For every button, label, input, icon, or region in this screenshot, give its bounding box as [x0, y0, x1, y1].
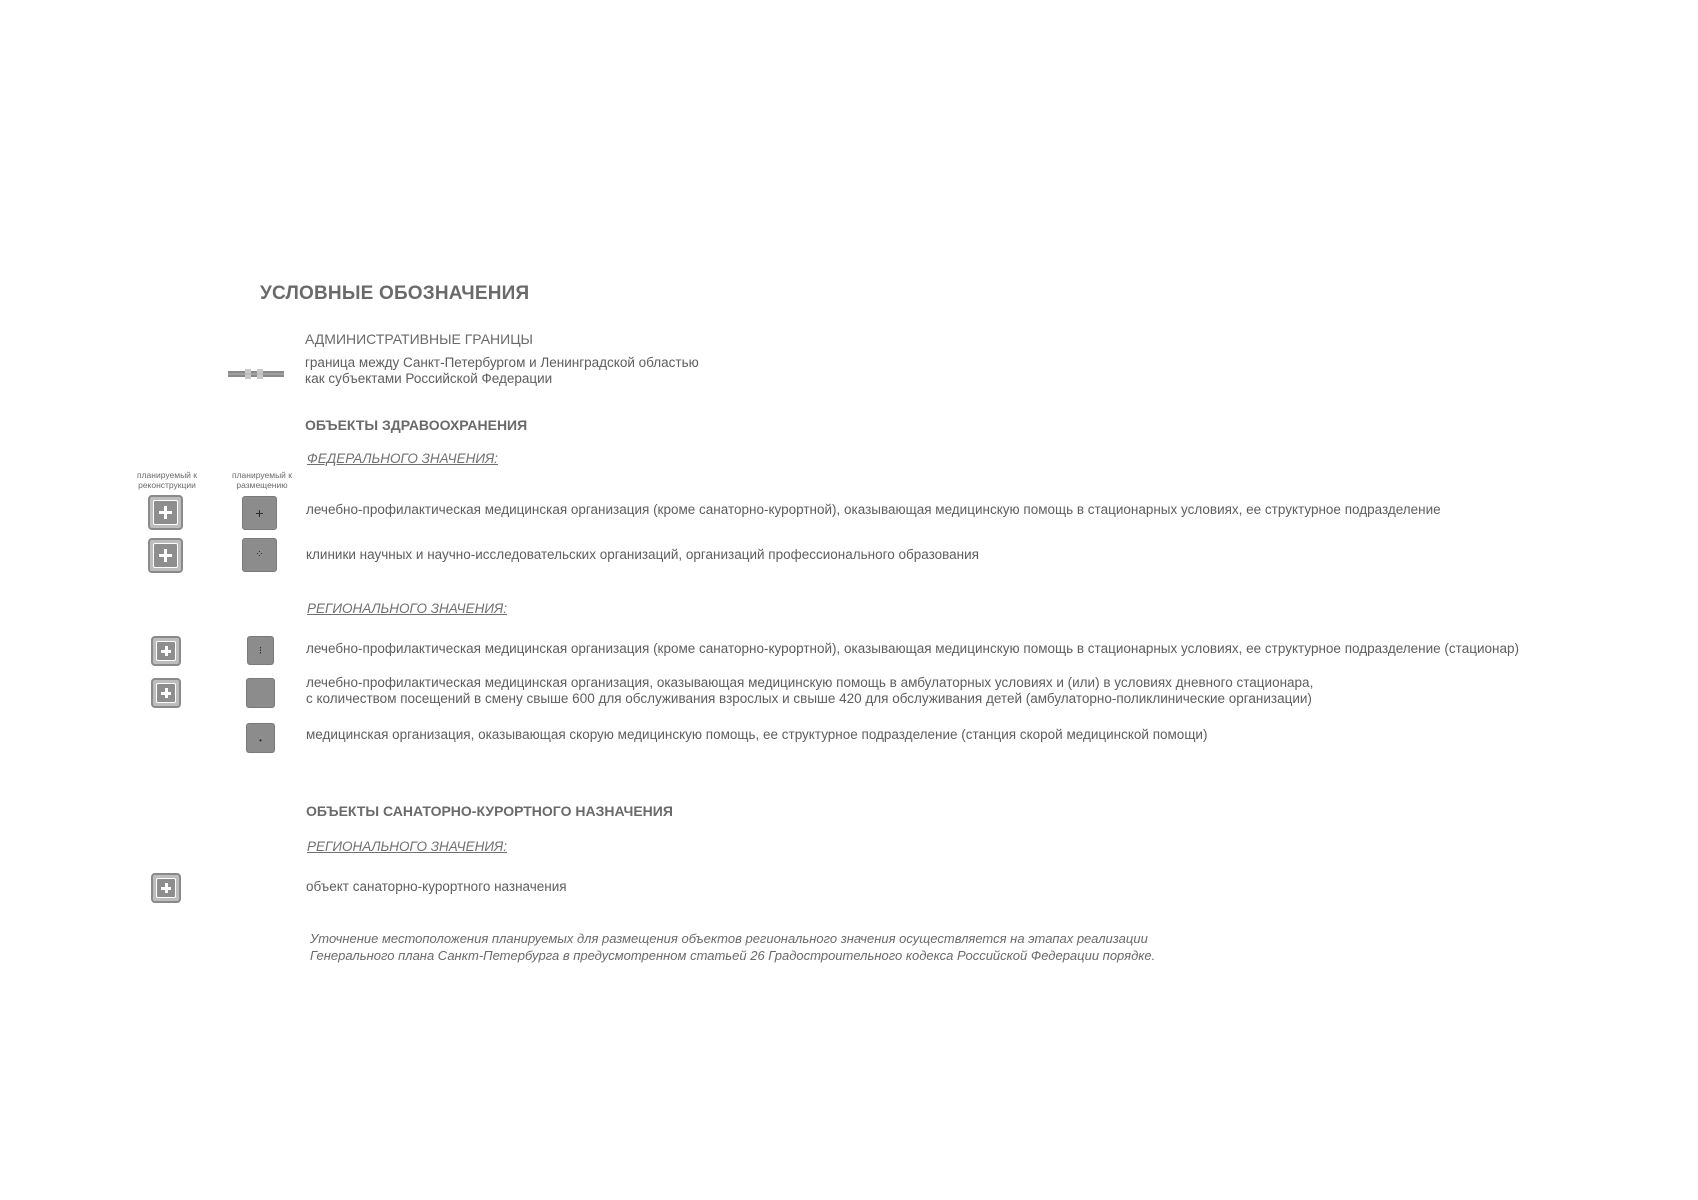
hospital-reconstruction-icon [151, 636, 181, 666]
regional-item-3: медицинская организация, оказывающая скорую медицинскую помощь, ее структурное подразделение (станция скорой медицинской помощи) [306, 727, 1208, 742]
ambulance-placement-icon: • [246, 723, 275, 753]
medical-placement-icon: + [242, 496, 277, 530]
note-line-1: Уточнение местоположения планируемых для размещения объектов регионального значения осуществляется на этапах реализации [310, 931, 1148, 946]
polyclinic-placement-icon [246, 678, 275, 708]
medical-cross-reconstruction-icon [148, 495, 183, 530]
sanatorium-reconstruction-icon [151, 873, 181, 903]
sanatorium-item: объект санаторно-курортного назначения [306, 879, 567, 894]
regional-item-2-line-1: лечебно-профилактическая медицинская организация, оказывающая медицинскую помощь в амбулаторных условиях и (или) в условиях дневного стационара, [306, 675, 1314, 690]
regional-heading: РЕГИОНАЛЬНОГО ЗНАЧЕНИЯ: [307, 601, 507, 616]
regional-item-2-line-2: с количеством посещений в смену свыше 600 для обслуживания взрослых и свыше 420 для обслуживания детей (амбулаторно-поликлинические организации) [306, 691, 1312, 706]
boundary-line-icon [227, 367, 287, 381]
federal-item-1: лечебно-профилактическая медицинская организация (кроме санаторно-курортной), оказывающая медицинскую помощь в стационарных условиях, ее структурное подразделение [306, 502, 1441, 517]
regional-item-1: лечебно-профилактическая медицинская организация (кроме санаторно-курортной), оказывающая медицинскую помощь в стационарных условиях, ее структурное подразделение (стационар) [306, 641, 1519, 656]
hospital-placement-icon: ⁝ [247, 636, 274, 665]
legend-title: УСЛОВНЫЕ ОБОЗНАЧЕНИЯ [260, 283, 530, 304]
sanatorium-regional-heading: РЕГИОНАЛЬНОГО ЗНАЧЕНИЯ: [307, 839, 507, 854]
clinic-placement-icon: ⁘ [242, 538, 277, 572]
sanatorium-heading: ОБЪЕКТЫ САНАТОРНО-КУРОРТНОГО НАЗНАЧЕНИЯ [306, 803, 673, 819]
column-header-reconstruction: планируемый к реконструкции [136, 470, 198, 490]
admin-line-1: граница между Санкт-Петербургом и Ленинградской областью [305, 355, 699, 370]
admin-line-2: как субъектами Российской Федерации [305, 371, 553, 386]
column-header-placement: планируемый к размещению [231, 470, 293, 490]
federal-item-2: клиники научных и научно-исследовательских организаций, организаций профессионального образования [306, 547, 979, 562]
federal-heading: ФЕДЕРАЛЬНОГО ЗНАЧЕНИЯ: [307, 451, 498, 466]
admin-heading: АДМИНИСТРАТИВНЫЕ ГРАНИЦЫ [305, 331, 533, 347]
health-heading: ОБЪЕКТЫ ЗДРАВООХРАНЕНИЯ [305, 417, 528, 433]
clinic-reconstruction-icon [148, 538, 183, 573]
note-line-2: Генерального плана Санкт-Петербурга в предусмотренном статьей 26 Градостроительного кодекса Российской Федерации порядке. [310, 948, 1156, 963]
polyclinic-reconstruction-icon [151, 678, 181, 708]
